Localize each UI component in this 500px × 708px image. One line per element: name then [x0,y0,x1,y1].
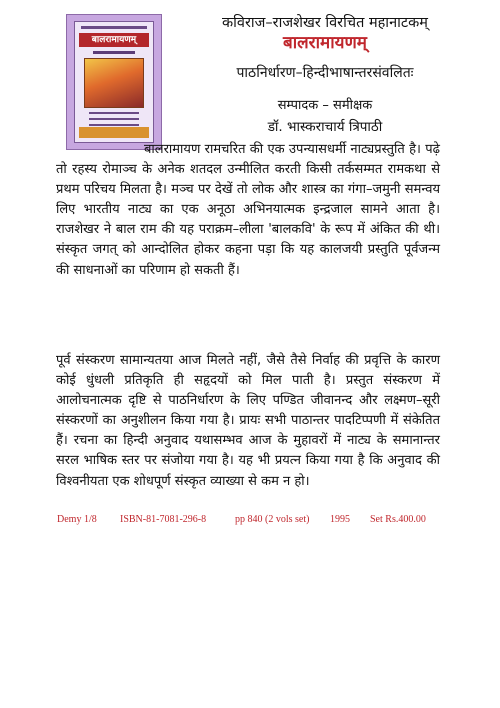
cover-illustration [84,58,144,108]
book-isbn: ISBN-81-7081-296-8 [120,514,207,525]
book-title: बालरामायणम् [283,33,367,53]
description-paragraph-2: पूर्व संस्करण सामान्यतया आज मिलते नहीं, जैसे तैसे निर्वाह की प्रवृत्ति के कारण कोई धुंधली प्रतिकृति ही सहृदयों को मिल पाती है। प्रस्तुत संस्करण में आलोचनात्मक दृष्टि से पाठनिर्धारण के लिए पण्डित जीवानन्द और लक्ष्मण–सूरी संस्करणों का अनुशीलन किया गया है। प्रायः सभी पाठान्तर पादटिप्पणी में संकेतित हैं। रचना का हिन्दी अनुवाद यथासम्भव आज के मुहावरों में नाट्य के समानान्तर सरल भाषिक स्तर पर संजोया गया है। यह भी प्रयत्न किया गया है कि अनुवाद की विश्वनीयता एक शोधपूर्ण संस्कृत व्याख्या से कम न हो। [56,353,440,489]
cover-top-rule [81,26,147,29]
editor-name: डॉ. भास्कराचार्य त्रिपाठी [267,119,383,135]
book-cover-image [66,14,162,150]
cover-publisher-band [79,127,149,138]
cover-title: बालरामायणम् [79,33,149,47]
book-format: Demy 1/8 [57,514,97,525]
description-paragraph-1: बालरामायण रामचरित की एक उपन्यासधर्मी नाट्यप्रस्तुति है। पढ़े तो रहस्य रोमाञ्च के अनेक शतदल उन्मीलित करती किसी तर्कसम्मत रामकथा से प्रथम परिचय मिलता है। मञ्च पर देखें तो लोक और शास्त्र का गंगा–जमुनी समन्वय लिए भारतीय नाट्य का एक अनूठा अभिनयात्मक इन्द्रजाल सामने आता है। राजशेखर ने बाल राम की यह पराक्रम–लीला 'बालकवि' के रूप में अंकित की थी। संस्कृत जगत् को आन्दोलित होकर कहना पड़ा कि यह कालजयी प्रस्तुति पूर्वजन्म की साधनाओं का परिणाम हो सकती हैं। [56,142,440,278]
book-pages: pp 840 (2 vols set) [235,514,310,525]
book-subtitle: पाठनिर्धारण–हिन्दीभाषान्तरसंवलितः [236,65,414,81]
cover-subtitle-rule [93,51,135,54]
author-line: कविराज–राजशेखर विरचित महानाटकम् [222,15,428,31]
editor-role: सम्पादक – समीक्षक [277,98,373,113]
book-price: Set Rs.400.00 [370,514,426,525]
book-year: 1995 [330,514,350,525]
cover-panel [74,21,154,143]
